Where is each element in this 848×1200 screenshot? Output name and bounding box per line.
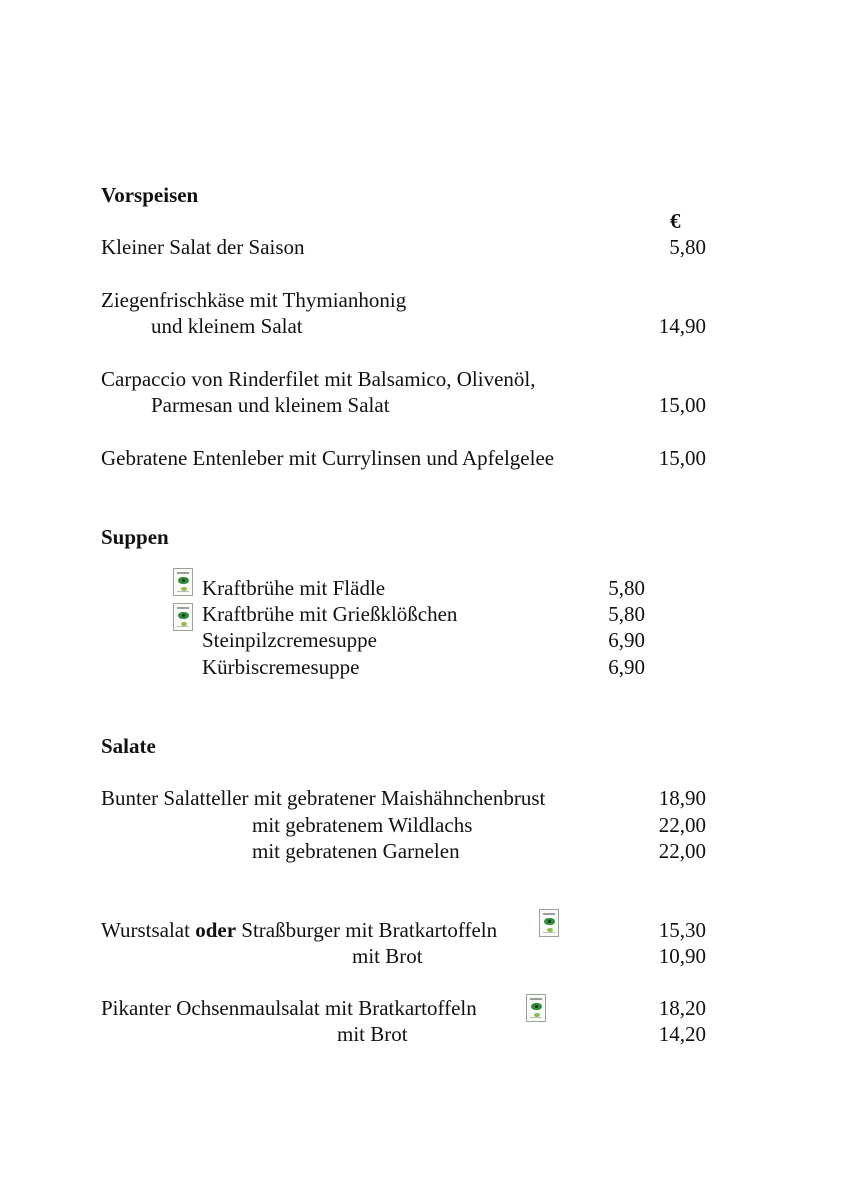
soup-name: Kürbiscremesuppe xyxy=(202,655,360,679)
eye-label-icon xyxy=(173,603,193,631)
eye-label-icon xyxy=(526,994,546,1022)
section-heading-vorspeisen: Vorspeisen xyxy=(101,183,199,207)
section-heading-suppen: Suppen xyxy=(101,525,169,549)
menu-item-price: 15,30 xyxy=(658,918,706,942)
section-heading-salate: Salate xyxy=(101,734,156,758)
menu-item-name-emphasis: oder xyxy=(195,918,237,942)
menu-item-variant: mit Brot xyxy=(352,944,423,968)
menu-item-price: 14,20 xyxy=(658,1022,706,1046)
menu-item-description: Parmesan und kleinem Salat xyxy=(151,393,390,417)
menu-item-price: 18,20 xyxy=(658,996,706,1020)
menu-item-price: 14,90 xyxy=(658,314,706,338)
soup-price: 5,80 xyxy=(608,576,645,600)
menu-item-description: und kleinem Salat xyxy=(151,314,303,338)
soup-name: Steinpilzcremesuppe xyxy=(202,628,377,652)
menu-item-price: 10,90 xyxy=(658,944,706,968)
soup-name: Kraftbrühe mit Flädle xyxy=(202,576,386,600)
menu-item-name: Carpaccio von Rinderfilet mit Balsamico, Olivenöl, xyxy=(101,367,536,391)
menu-item-variant: mit gebratenen Garnelen xyxy=(252,839,460,863)
eye-label-icon xyxy=(539,909,559,937)
menu-item-name xyxy=(101,920,497,941)
menu-item-name: Kleiner Salat der Saison xyxy=(101,235,305,259)
menu-item-variant: mit gebratenem Wildlachs xyxy=(252,813,473,837)
menu-item-price: 5,80 xyxy=(669,235,706,259)
soup-price: 6,90 xyxy=(608,655,645,679)
menu-item-price: 22,00 xyxy=(658,839,706,863)
menu-item-name-part: Wurstsalat xyxy=(101,918,190,942)
soup-price: 6,90 xyxy=(608,628,645,652)
menu-item-price: 22,00 xyxy=(658,813,706,837)
menu-item-name: Gebratene Entenleber mit Currylinsen und Apfelgelee xyxy=(101,446,555,470)
menu-item-price: 15,00 xyxy=(658,393,706,417)
currency-label: € xyxy=(670,209,681,233)
soup-price: 5,80 xyxy=(608,602,645,626)
menu-item-price: 15,00 xyxy=(658,446,706,470)
menu-item-price: 18,90 xyxy=(658,786,706,810)
eye-label-icon xyxy=(173,568,193,596)
menu-item-name: Ziegenfrischkäse mit Thymianhonig xyxy=(101,288,407,312)
menu-item-name-part: Straßburger mit Bratkartoffeln xyxy=(241,918,498,942)
soup-name: Kraftbrühe mit Grießklößchen xyxy=(202,602,458,626)
menu-item-variant: mit Brot xyxy=(337,1022,408,1046)
menu-item-name: Bunter Salatteller mit gebratener Maishähnchenbrust xyxy=(101,786,546,810)
menu-item-name: Pikanter Ochsenmaulsalat mit Bratkartoffeln xyxy=(101,996,477,1020)
